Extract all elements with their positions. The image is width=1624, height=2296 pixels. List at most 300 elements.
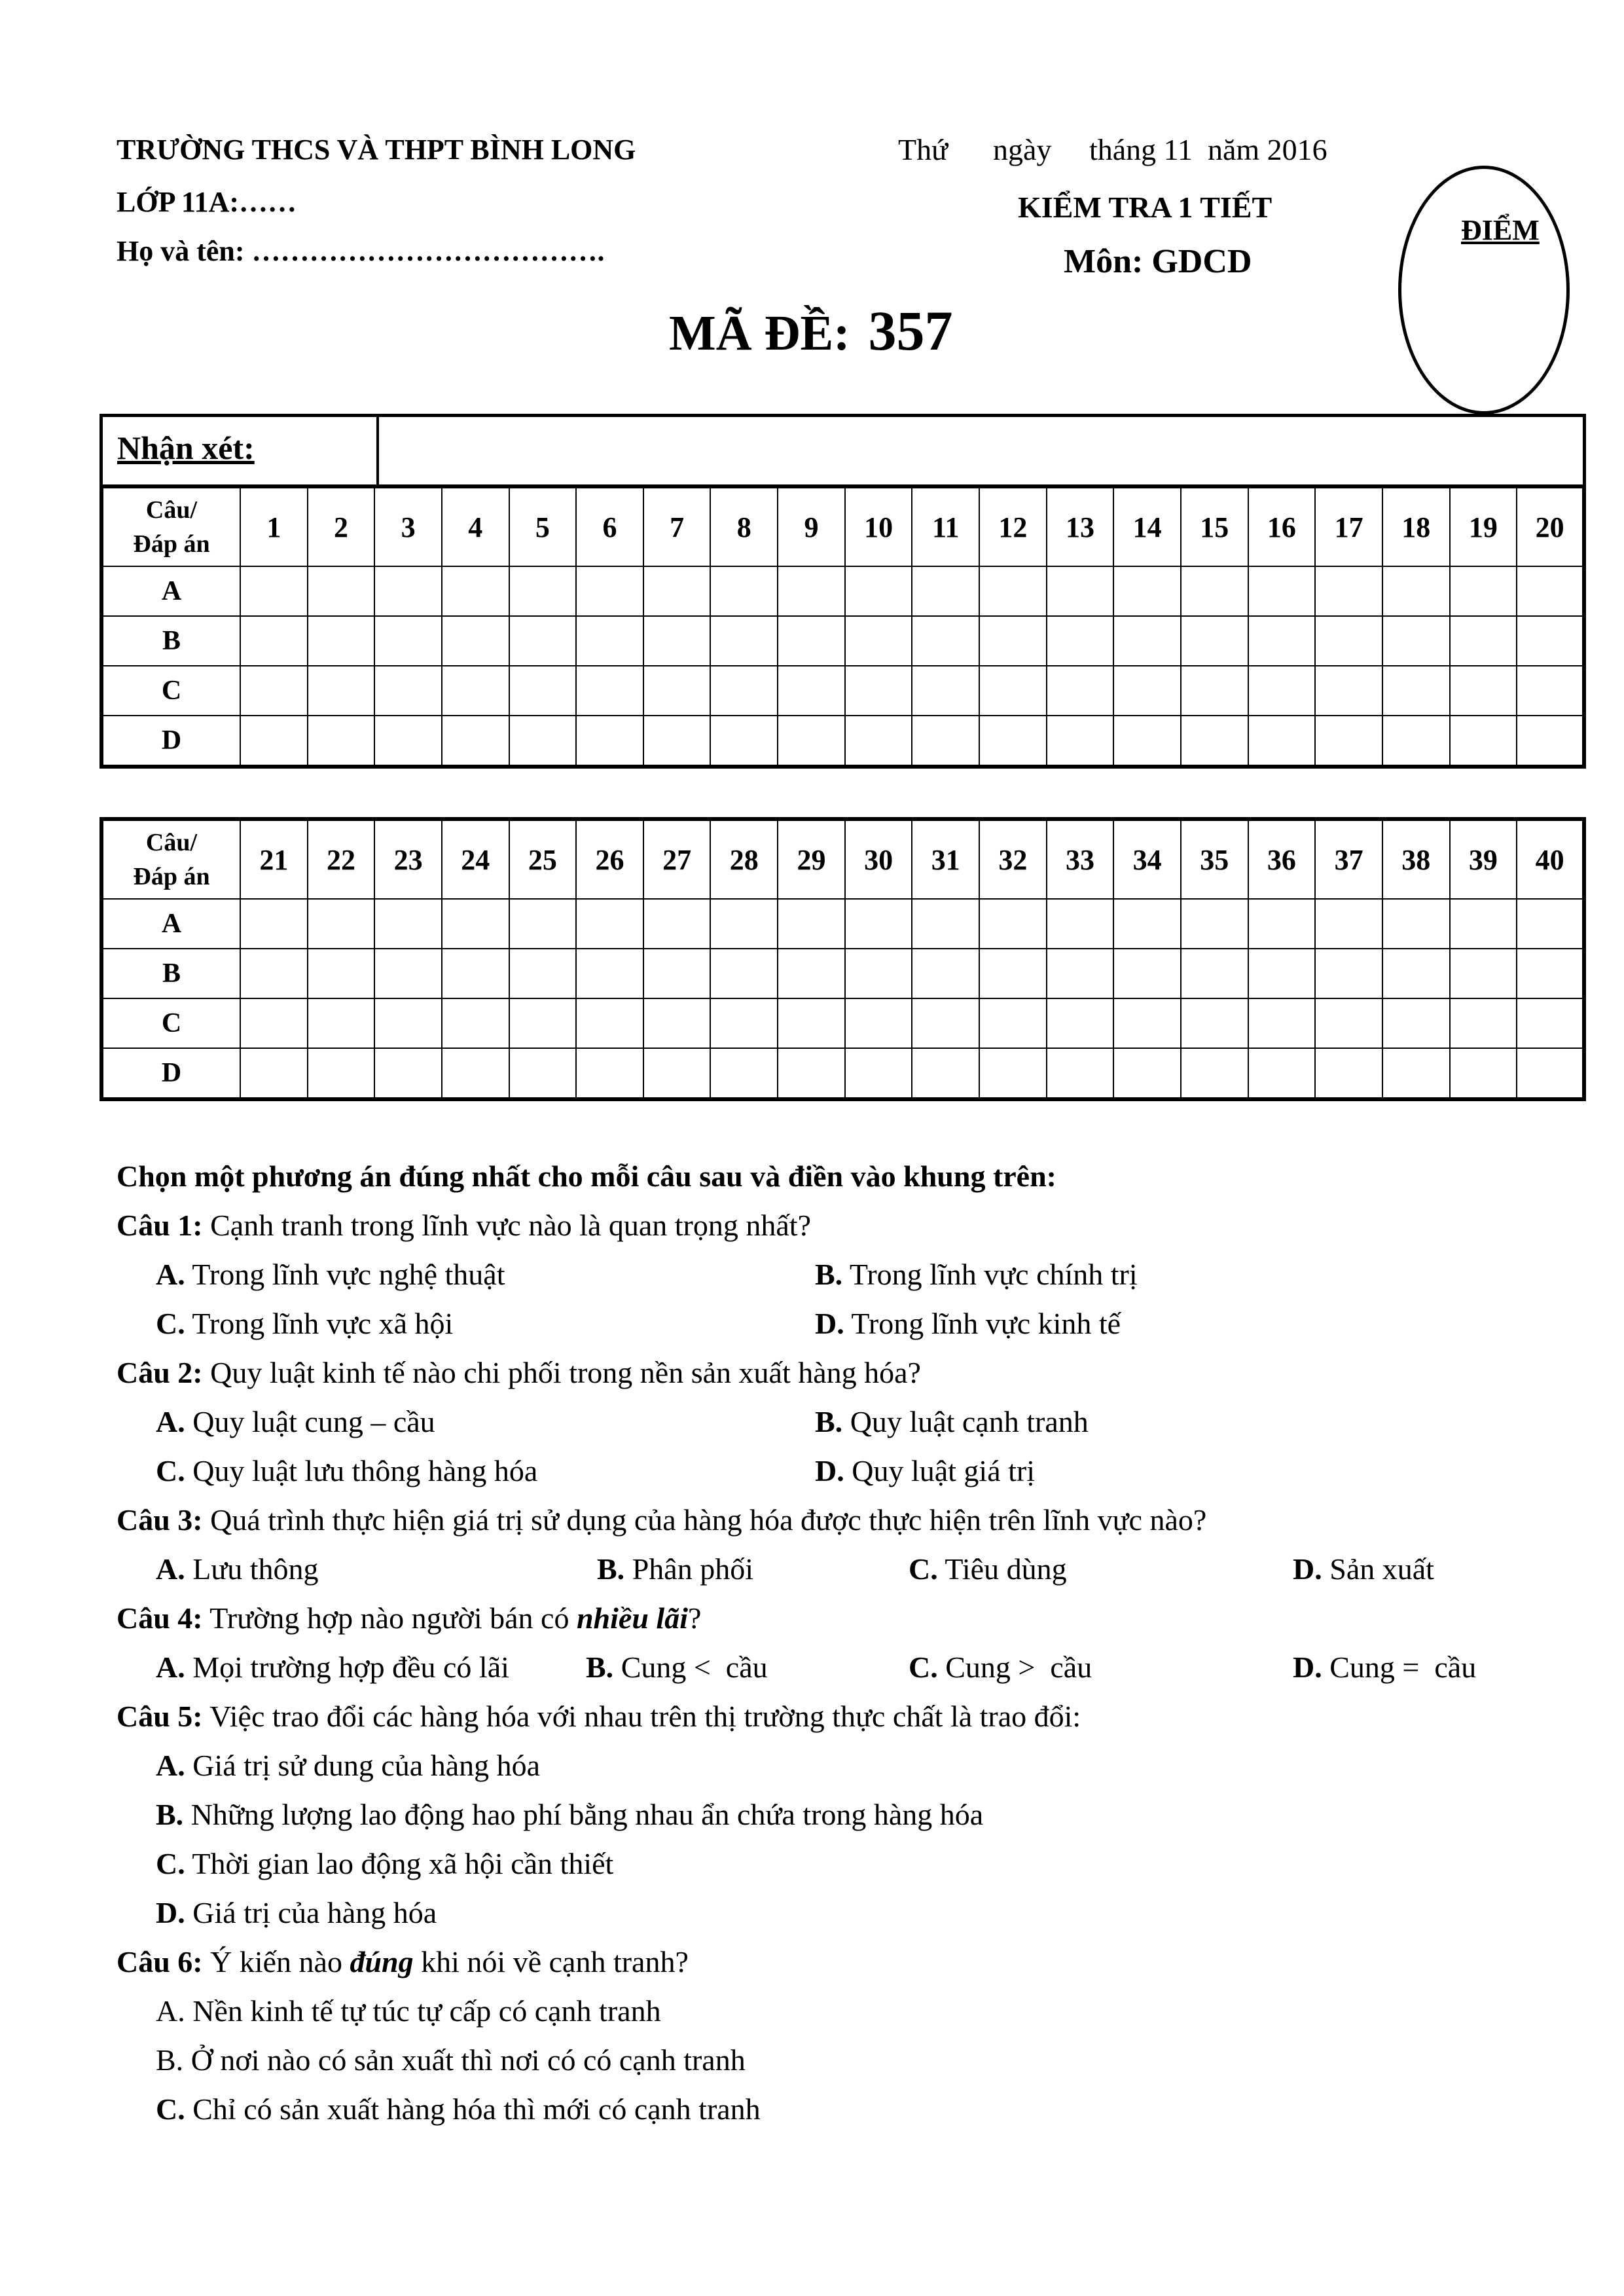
answer-cell[interactable] [778, 998, 845, 1048]
score-label: ĐIỂM [1461, 214, 1540, 246]
question-number: 31 [912, 819, 979, 899]
option-text: Cung = cầu [1322, 1650, 1477, 1684]
row-label: C [101, 666, 240, 716]
answer-cell[interactable] [1450, 666, 1517, 716]
option[interactable] [597, 1552, 753, 1586]
option-text: Trong lĩnh vực xã hội [185, 1307, 454, 1340]
question-number: 22 [308, 819, 375, 899]
option-text: Trong lĩnh vực chính trị [842, 1258, 1138, 1291]
answer-cell[interactable] [1382, 666, 1450, 716]
answer-cell[interactable] [1047, 566, 1114, 616]
question-number: 23 [374, 819, 442, 899]
answer-cell[interactable] [979, 616, 1047, 666]
question-number: 30 [845, 819, 912, 899]
answer-cell[interactable] [1113, 949, 1181, 998]
answer-cell[interactable] [308, 616, 375, 666]
answer-cell[interactable] [845, 716, 912, 767]
answer-cell[interactable] [374, 998, 442, 1048]
answer-cell[interactable] [643, 566, 711, 616]
option[interactable] [815, 1404, 1089, 1439]
answer-cell[interactable] [845, 1048, 912, 1099]
answer-cell[interactable] [643, 899, 711, 949]
option-letter: A. [156, 1650, 185, 1684]
answer-cell[interactable] [710, 998, 778, 1048]
question-text: Trường hợp nào người bán có [202, 1601, 577, 1635]
option-text: Quy luật cạnh tranh [842, 1405, 1089, 1438]
answer-cell[interactable] [1315, 998, 1382, 1048]
answer-cell[interactable] [912, 998, 979, 1048]
answer-cell[interactable] [1450, 566, 1517, 616]
question-number: 28 [710, 819, 778, 899]
answer-cell[interactable] [1113, 998, 1181, 1048]
option[interactable] [156, 1797, 983, 1832]
answer-cell[interactable] [1248, 899, 1316, 949]
question-number: 18 [1382, 486, 1450, 566]
answer-cell[interactable] [1517, 566, 1584, 616]
answer-cell[interactable] [912, 949, 979, 998]
row-label: B [101, 616, 240, 666]
answer-cell[interactable] [1047, 666, 1114, 716]
answer-cell[interactable] [1181, 1048, 1248, 1099]
answer-cell[interactable] [1181, 949, 1248, 998]
answer-cell[interactable] [845, 666, 912, 716]
answer-cell[interactable] [1181, 998, 1248, 1048]
option-letter: B. [586, 1650, 614, 1684]
answer-table-2 [99, 817, 1586, 1101]
answer-cell[interactable] [1450, 716, 1517, 767]
answer-cell[interactable] [1047, 899, 1114, 949]
option-text: Trong lĩnh vực kinh tế [844, 1307, 1121, 1340]
answer-cell[interactable] [1248, 666, 1316, 716]
question-text: Ý kiến nào [202, 1945, 350, 1978]
answer-cell[interactable] [1315, 666, 1382, 716]
answer-cell[interactable] [240, 666, 308, 716]
question-number: 7 [643, 486, 711, 566]
answer-cell[interactable] [710, 716, 778, 767]
option[interactable] [1293, 1552, 1434, 1586]
answer-cell[interactable] [1113, 566, 1181, 616]
answer-cell[interactable] [979, 899, 1047, 949]
option[interactable] [156, 1404, 435, 1439]
option-text: Cung > cầu [937, 1650, 1092, 1684]
answer-cell[interactable] [1113, 666, 1181, 716]
option-letter: C. [156, 2092, 185, 2126]
answer-cell[interactable] [442, 949, 509, 998]
answer-cell[interactable] [912, 616, 979, 666]
answer-cell[interactable] [509, 998, 577, 1048]
comment-label: Nhận xét: [117, 429, 255, 466]
option-letter: A. [156, 1749, 185, 1782]
answer-cell[interactable] [778, 1048, 845, 1099]
answer-cell[interactable] [240, 949, 308, 998]
option[interactable] [815, 1306, 1121, 1341]
option-letter: A. [156, 1552, 185, 1586]
class-label: LỚP 11A:…… [117, 186, 297, 218]
answer-cell[interactable] [643, 716, 711, 767]
answer-cell[interactable] [979, 666, 1047, 716]
question-5 [117, 1699, 1081, 1734]
option-letter: C. [156, 1847, 185, 1880]
answer-cell[interactable] [240, 566, 308, 616]
option-text: Lưu thông [185, 1552, 319, 1586]
answer-cell[interactable] [442, 998, 509, 1048]
answer-cell[interactable] [1517, 716, 1584, 767]
answer-cell[interactable] [509, 716, 577, 767]
question-number: 10 [845, 486, 912, 566]
comment-box [99, 414, 1586, 488]
answer-cell[interactable] [1047, 616, 1114, 666]
question-number: 8 [710, 486, 778, 566]
question-number: 3 [374, 486, 442, 566]
question-number: 37 [1315, 819, 1382, 899]
answer-cell[interactable] [1248, 616, 1316, 666]
option-text: Quy luật cung – cầu [185, 1405, 435, 1438]
option[interactable] [156, 1846, 613, 1881]
option-letter: D. [815, 1454, 844, 1487]
answer-cell[interactable] [778, 566, 845, 616]
answer-cell[interactable] [1382, 1048, 1450, 1099]
option[interactable] [909, 1650, 1092, 1685]
answer-cell[interactable] [710, 899, 778, 949]
head-line-1: Câu/ [145, 496, 198, 524]
question-number: 12 [979, 486, 1047, 566]
option-text: Quy luật lưu thông hàng hóa [185, 1454, 538, 1487]
head-line-1: Câu/ [145, 829, 198, 856]
answer-cell[interactable] [1181, 616, 1248, 666]
answer-cell[interactable] [308, 666, 375, 716]
subject: Môn: GDCD [1064, 243, 1252, 280]
option-letter: D. [1293, 1650, 1322, 1684]
option[interactable] [586, 1650, 768, 1685]
question-1 [117, 1208, 811, 1243]
question-number: 20 [1517, 486, 1584, 566]
answer-cell[interactable] [509, 949, 577, 998]
answer-cell[interactable] [979, 566, 1047, 616]
answer-cell[interactable] [374, 949, 442, 998]
answer-cell[interactable] [778, 616, 845, 666]
question-number: 13 [1047, 486, 1114, 566]
question-number: 16 [1248, 486, 1316, 566]
answer-cell[interactable] [1450, 949, 1517, 998]
answer-cell[interactable] [442, 566, 509, 616]
option-letter: A. [156, 1258, 185, 1291]
question-number: 24 [442, 819, 509, 899]
answer-cell[interactable] [778, 666, 845, 716]
head-line-2: Đáp án [133, 530, 210, 558]
answer-cell[interactable] [576, 716, 643, 767]
answer-cell[interactable] [1315, 899, 1382, 949]
answer-table-1 [99, 484, 1586, 769]
answer-cell[interactable] [845, 566, 912, 616]
answer-cell[interactable] [509, 899, 577, 949]
answer-cell[interactable] [979, 949, 1047, 998]
answer-cell[interactable] [845, 899, 912, 949]
option-letter: D. [815, 1307, 844, 1340]
row-label: B [101, 949, 240, 998]
comment-divider [376, 417, 379, 488]
answer-cell[interactable] [1382, 566, 1450, 616]
answer-cell[interactable] [912, 1048, 979, 1099]
option[interactable] [815, 1453, 1035, 1488]
question-number: 34 [1113, 819, 1181, 899]
question-number: 4 [442, 486, 509, 566]
option[interactable] [156, 1257, 505, 1292]
answer-cell[interactable] [1450, 616, 1517, 666]
option[interactable] [156, 1306, 453, 1341]
option[interactable] [156, 1552, 319, 1586]
question-emphasis: đúng [350, 1945, 414, 1978]
answer-cell[interactable] [1382, 899, 1450, 949]
answer-cell[interactable] [1382, 616, 1450, 666]
answer-cell[interactable] [576, 998, 643, 1048]
answer-cell[interactable] [778, 899, 845, 949]
answer-cell[interactable] [1517, 666, 1584, 716]
question-number: 33 [1047, 819, 1114, 899]
answer-cell[interactable] [509, 1048, 577, 1099]
question-number: 11 [912, 486, 979, 566]
option[interactable] [156, 1895, 437, 1930]
option-letter: A. [156, 1994, 185, 2028]
answer-cell[interactable] [308, 949, 375, 998]
answer-cell[interactable] [1047, 1048, 1114, 1099]
option[interactable] [156, 2043, 746, 2077]
question-number: 35 [1181, 819, 1248, 899]
answer-cell[interactable] [1517, 1048, 1584, 1099]
option[interactable] [156, 1650, 509, 1685]
answer-cell[interactable] [979, 998, 1047, 1048]
answer-cell[interactable] [912, 666, 979, 716]
option-letter: B. [815, 1258, 843, 1291]
question-6 [117, 1944, 689, 1979]
row-label: A [101, 899, 240, 949]
question-text: Việc trao đổi các hàng hóa với nhau trên thị trường thực chất là trao đổi: [202, 1700, 1081, 1733]
instruction: Chọn một phương án đúng nhất cho mỗi câu sau và điền vào khung trên: [117, 1159, 1056, 1193]
option[interactable] [156, 1994, 661, 2028]
option[interactable] [909, 1552, 1067, 1586]
answer-cell[interactable] [643, 1048, 711, 1099]
answer-cell[interactable] [240, 1048, 308, 1099]
row-label: A [101, 566, 240, 616]
answer-cell[interactable] [576, 666, 643, 716]
answer-cell[interactable] [442, 666, 509, 716]
answer-cell[interactable] [1248, 1048, 1316, 1099]
exam-code [669, 298, 953, 363]
answer-cell[interactable] [643, 616, 711, 666]
answer-cell[interactable] [643, 666, 711, 716]
answer-cell[interactable] [374, 566, 442, 616]
answer-cell[interactable] [979, 716, 1047, 767]
answer-cell[interactable] [1181, 666, 1248, 716]
answer-cell[interactable] [308, 998, 375, 1048]
answer-cell[interactable] [1382, 949, 1450, 998]
question-4 [117, 1601, 701, 1635]
option-letter: C. [909, 1552, 938, 1586]
answer-cell[interactable] [308, 566, 375, 616]
answer-cell[interactable] [1315, 566, 1382, 616]
option[interactable] [156, 1748, 540, 1783]
question-label: Câu 4: [117, 1601, 203, 1635]
answer-cell[interactable] [1315, 949, 1382, 998]
question-text-end: khi nói về cạnh tranh? [413, 1945, 689, 1978]
row-label: D [101, 716, 240, 767]
answer-cell[interactable] [1450, 998, 1517, 1048]
option-text: Nền kinh tế tự túc tự cấp có cạnh tranh [185, 1994, 661, 2028]
answer-cell[interactable] [1382, 716, 1450, 767]
option-text: Sản xuất [1322, 1552, 1434, 1586]
answer-cell[interactable] [912, 566, 979, 616]
question-number: 36 [1248, 819, 1316, 899]
option-letter: C. [909, 1650, 938, 1684]
answer-cell[interactable] [710, 616, 778, 666]
answer-cell[interactable] [1517, 949, 1584, 998]
answer-cell[interactable] [240, 899, 308, 949]
answer-cell[interactable] [845, 998, 912, 1048]
question-3 [117, 1503, 1206, 1537]
option-text: Ở nơi nào có sản xuất thì nơi có có cạnh tranh [183, 2043, 746, 2077]
answer-cell[interactable] [710, 1048, 778, 1099]
answer-cell[interactable] [1248, 566, 1316, 616]
question-2 [117, 1355, 921, 1390]
answer-cell[interactable] [509, 666, 577, 716]
question-number: 2 [308, 486, 375, 566]
question-number: 40 [1517, 819, 1584, 899]
option-text: Chỉ có sản xuất hàng hóa thì mới có cạnh tranh [185, 2092, 761, 2126]
score-ellipse [1398, 166, 1570, 414]
answer-cell[interactable] [1113, 716, 1181, 767]
option-text: Tiêu dùng [937, 1552, 1067, 1586]
question-text: Quá trình thực hiện giá trị sử dụng của hàng hóa được thực hiện trên lĩnh vực nào? [202, 1503, 1207, 1537]
answer-cell[interactable] [1181, 716, 1248, 767]
exam-code-label: MÃ ĐỀ: [669, 306, 850, 361]
answer-cell[interactable] [979, 1048, 1047, 1099]
answer-cell[interactable] [912, 716, 979, 767]
school-name: TRƯỜNG THCS VÀ THPT BÌNH LONG [117, 134, 636, 166]
answer-cell[interactable] [710, 566, 778, 616]
question-number: 39 [1450, 819, 1517, 899]
answer-cell[interactable] [643, 949, 711, 998]
answer-cell[interactable] [1450, 899, 1517, 949]
answer-cell[interactable] [1113, 1048, 1181, 1099]
answer-cell[interactable] [1113, 899, 1181, 949]
answer-cell[interactable] [576, 949, 643, 998]
answer-cell[interactable] [240, 616, 308, 666]
option[interactable] [156, 2092, 761, 2126]
answer-cell[interactable] [576, 1048, 643, 1099]
answer-cell[interactable] [1517, 998, 1584, 1048]
question-number: 19 [1450, 486, 1517, 566]
option-letter: B. [156, 1798, 184, 1831]
option-letter: D. [1293, 1552, 1322, 1586]
question-number: 17 [1315, 486, 1382, 566]
answer-cell[interactable] [710, 666, 778, 716]
answer-cell[interactable] [576, 616, 643, 666]
question-number: 26 [576, 819, 643, 899]
option[interactable] [1293, 1650, 1476, 1685]
answer-cell[interactable] [576, 566, 643, 616]
answer-cell[interactable] [778, 949, 845, 998]
question-text-end: ? [687, 1601, 702, 1635]
answer-cell[interactable] [1181, 899, 1248, 949]
answer-cell[interactable] [643, 998, 711, 1048]
answer-cell[interactable] [1517, 899, 1584, 949]
answer-cell[interactable] [1315, 616, 1382, 666]
answer-cell[interactable] [1047, 716, 1114, 767]
option-letter: A. [156, 1405, 185, 1438]
answer-cell[interactable] [308, 899, 375, 949]
answer-cell[interactable] [1450, 1048, 1517, 1099]
name-label: Họ và tên: ………………………………. [117, 235, 605, 267]
answer-cell[interactable] [509, 566, 577, 616]
question-label: Câu 3: [117, 1503, 203, 1537]
option-text: Mọi trường hợp đều có lãi [185, 1650, 509, 1684]
answer-cell[interactable] [1047, 998, 1114, 1048]
answer-cell[interactable] [374, 899, 442, 949]
answer-cell[interactable] [374, 616, 442, 666]
answer-cell[interactable] [374, 1048, 442, 1099]
question-text: Quy luật kinh tế nào chi phối trong nền sản xuất hàng hóa? [202, 1356, 921, 1389]
answer-cell[interactable] [442, 899, 509, 949]
answer-cell[interactable] [240, 716, 308, 767]
answer-cell[interactable] [845, 616, 912, 666]
question-number: 1 [240, 486, 308, 566]
answer-cell[interactable] [1181, 566, 1248, 616]
answer-cell[interactable] [778, 716, 845, 767]
option[interactable] [156, 1453, 537, 1488]
question-text: Cạnh tranh trong lĩnh vực nào là quan trọng nhất? [202, 1209, 811, 1242]
question-number: 38 [1382, 819, 1450, 899]
row-label: D [101, 1048, 240, 1099]
answer-cell[interactable] [1047, 949, 1114, 998]
head-line-2: Đáp án [133, 863, 210, 890]
answer-cell[interactable] [442, 716, 509, 767]
answer-cell[interactable] [912, 899, 979, 949]
question-number: 32 [979, 819, 1047, 899]
question-number: 27 [643, 819, 711, 899]
answer-cell[interactable] [240, 998, 308, 1048]
answer-cell[interactable] [509, 616, 577, 666]
question-number: 14 [1113, 486, 1181, 566]
answer-cell[interactable] [308, 1048, 375, 1099]
answer-cell[interactable] [374, 666, 442, 716]
option-letter: B. [597, 1552, 625, 1586]
answer-cell[interactable] [442, 1048, 509, 1099]
answer-cell[interactable] [1248, 716, 1316, 767]
exam-title: KIỂM TRA 1 TIẾT [1018, 191, 1272, 224]
question-number: 6 [576, 486, 643, 566]
answer-cell[interactable] [1315, 1048, 1382, 1099]
answer-cell[interactable] [1248, 949, 1316, 998]
option-letter: B. [156, 2043, 184, 2077]
answer-cell[interactable] [442, 616, 509, 666]
answer-cell[interactable] [1315, 716, 1382, 767]
row-label: C [101, 998, 240, 1048]
answer-cell[interactable] [1113, 616, 1181, 666]
answer-cell[interactable] [1248, 998, 1316, 1048]
answer-cell[interactable] [1382, 998, 1450, 1048]
question-number: 21 [240, 819, 308, 899]
answer-cell[interactable] [710, 949, 778, 998]
answer-cell[interactable] [1517, 616, 1584, 666]
question-number: 25 [509, 819, 577, 899]
answer-cell[interactable] [374, 716, 442, 767]
option-letter: B. [815, 1405, 843, 1438]
answer-cell[interactable] [576, 899, 643, 949]
answer-cell[interactable] [845, 949, 912, 998]
option-text: Cung < cầu [613, 1650, 768, 1684]
option-text: Giá trị sử dung của hàng hóa [185, 1749, 541, 1782]
answer-cell[interactable] [308, 716, 375, 767]
option[interactable] [815, 1257, 1138, 1292]
